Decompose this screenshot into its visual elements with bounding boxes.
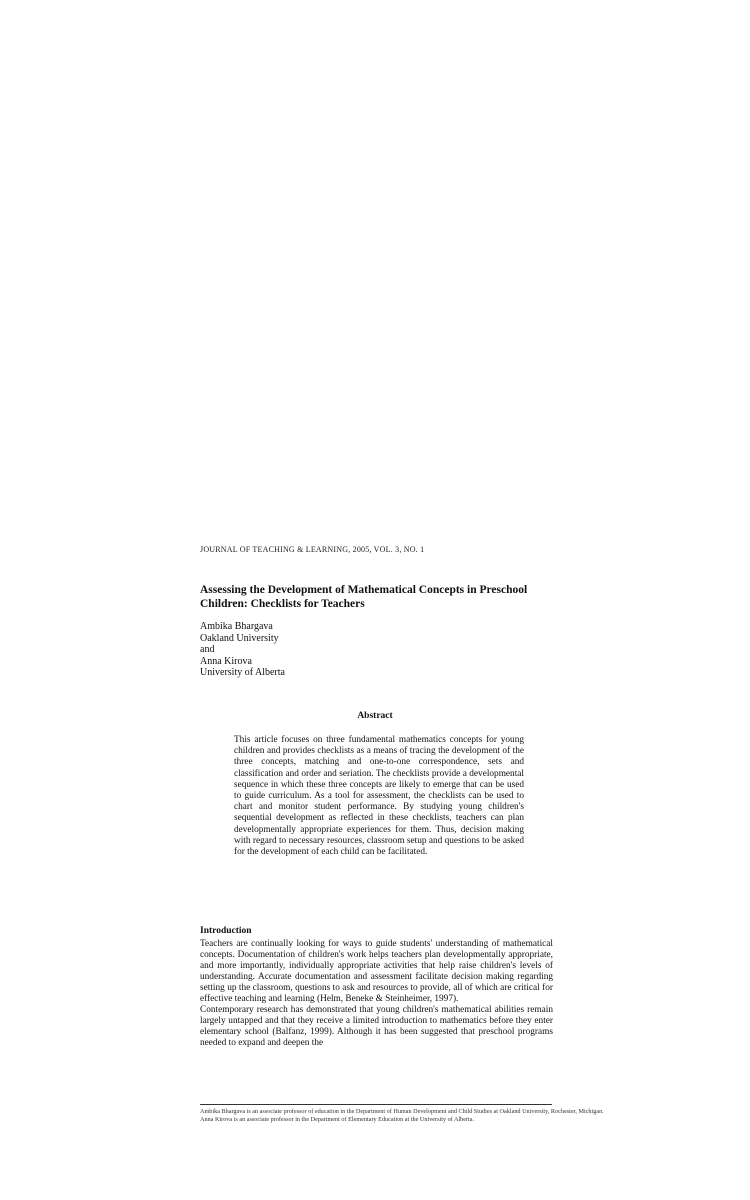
author-name: Ambika Bhargava	[200, 621, 273, 632]
footnote: Ambika Bhargava is an associate professor of education in the Department of Human Development and Child Studies at Oakland University, Rochester, Michigan.	[200, 1108, 604, 1115]
footnote-divider	[200, 1104, 552, 1105]
footnote: Anna Kirova is an associate professor in the Department of Elementary Education at the University of Alberta.	[200, 1116, 475, 1123]
footnotes	[200, 1108, 604, 1124]
paragraph: Contemporary research has demonstrated that young children's mathematical abilities remain largely untapped and that they receive a limited introduction to mathematics before they enter elementary school (Balfanz, 1999). Although it has been suggested that preschool programs needed to expand and deepen the	[200, 1005, 553, 1048]
introduction-heading: Introduction	[200, 926, 252, 936]
introduction-body	[200, 939, 553, 1049]
author-affiliation: Oakland University	[200, 632, 279, 644]
author-affiliation: University of Alberta	[200, 667, 285, 678]
article-title: Assessing the Development of Mathematical Concepts in Preschool Children: Checklists for Teachers	[200, 584, 528, 610]
author-name: Anna Kirova	[200, 655, 252, 667]
author-block	[200, 621, 285, 679]
paragraph: Teachers are continually looking for ways to guide students' understanding of mathematical concepts. Documentation of children's work helps teachers plan developmentally appropriate, and more importantly, individually appropriate activities that help raise children's levels of understanding. Accurate documentation and assessment facilitate decision making regarding setting up the classroom, questions to ask and resources to provide, all of which are critical for effective teaching and learning (Helm, Beneke & Steinheimer, 1997).	[200, 939, 553, 1004]
author-conjunction: and	[200, 644, 215, 655]
abstract-heading: Abstract	[357, 711, 393, 721]
abstract-text: This article focuses on three fundamental mathematics concepts for young children and provides checklists as a means of tracing the development of the three concepts, matching and one-to-one correspondence, sets and classification and order and seriation. The checklists provide a developmental sequence in which these three concepts are likely to emerge that can be used to guide curriculum. As a tool for assessment, the checklists can be used to chart and monitor student performance. By studying young children's sequential development as reflected in these checklists, teachers can plan developmentally appropriate experiences for them. Thus, decision making with regard to necessary resources, classroom setup and questions to be asked for the development of each child can be facilitated.	[234, 735, 524, 858]
journal-header: JOURNAL OF TEACHING & LEARNING, 2005, VOL. 3, NO. 1	[200, 545, 425, 554]
